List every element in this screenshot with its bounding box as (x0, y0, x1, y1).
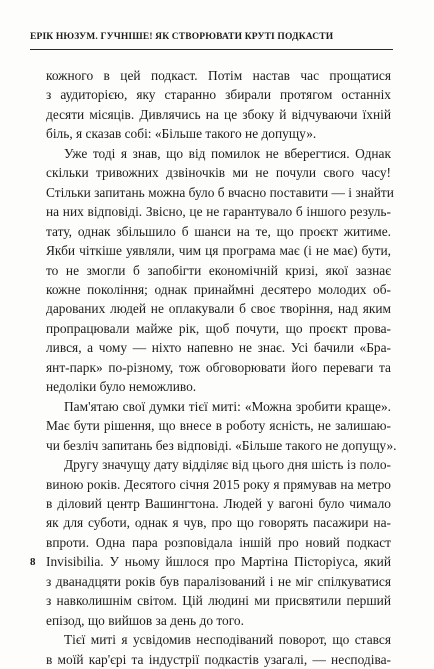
text-line: на них відповіді. Звісно, це не гарантувало б іншого резуль- (46, 204, 391, 220)
text-line: з аудиторією, яку старанно збирали протягом останніх (46, 87, 391, 103)
text-line: кожного в цей подкаст. Потім настав час прощатися (46, 68, 391, 83)
text-line: в моїй кар'єрі та індустрії подкастів узагалі, — несподіва- (46, 651, 391, 667)
running-head: ЕРІК НЮЗУМ. ГУЧНІШЕ! ЯК СТВОРЮВАТИ КРУТІ ПОДКАСТИ (30, 32, 334, 42)
text-line: Invisibilia. У ньому йшлося про Мартіна Пісторіуса, який (46, 554, 391, 570)
text-line: Має бути рішення, що внесе в роботу ясність, не залишаю- (46, 418, 391, 434)
text-line: з дванадцяти років був паралізований і не міг спілкуватися (46, 573, 391, 589)
text-line: виною років. Десятого січня 2015 року я прямував на метро (46, 476, 391, 492)
text-line: лився, а чому — ніхто напевно не знає. Усі бачили «Бра- (46, 340, 391, 356)
text-line: впроти. Одна пара розповідала іншій про новий подкаст (46, 534, 391, 550)
text-line: в діловий центр Вашингтона. Людей у вагоні було чимало (46, 495, 391, 511)
text-line: десяти місяців. Дивлячись на це збоку й відчуваючи їхній (46, 106, 391, 122)
text-line: біль, я сказав собі: «Більше такого не допущу». (46, 126, 317, 142)
text-line: то не змогли б запобігти економічній кризі, якої зазнає (46, 262, 391, 278)
text-line: пропрацювали майже рік, щоб почути, що проєкт прова- (46, 320, 391, 336)
text-line: кожне покоління; однак принаймні десятеро молодих об- (46, 281, 391, 297)
text-line: Уже тоді я знав, що від помилок не вберегтися. Однак (64, 145, 391, 161)
body-text (46, 66, 397, 669)
text-line: Другу значущу дату відділяє від цього дня шість із поло- (64, 457, 391, 473)
page-number: 8 (30, 556, 36, 568)
text-line: недоліки було неможливо. (46, 379, 197, 395)
text-line: Стільки запитань можна було б вчасно поставити — і знайти (46, 184, 394, 200)
text-line: Пам'ятаю свої думки тієї миті: «Можна зробити краще». (64, 398, 391, 414)
text-line: скільки тривожних дзвіночків ми не почули свого часу! (46, 165, 391, 181)
text-line: тату, однак збільшило б шанси на те, що проєкт житиме. (46, 223, 391, 239)
text-line: як для суботи, однак я чув, про що говорять пасажири на- (46, 515, 391, 531)
text-line: з навколишнім світом. Цій людині ми присвятили перший (46, 593, 391, 609)
text-line: епізод, що вийшов за день до того. (46, 612, 244, 628)
text-line: Тієї миті я усвідомив несподіваний поворот, що стався (64, 632, 391, 648)
header-rule (30, 49, 393, 50)
text-line: дарованих людей не оплакували б своє творіння, над яким (46, 301, 391, 317)
text-line: Якби чіткіше уявляли, чим ця програма має (і не має) бути, (46, 243, 391, 259)
text-line: чи безліч запитань без відповіді. «Більше такого не допущу». (46, 437, 397, 453)
text-line: янт-парк» по-різному, тож обговорювати його переваги та (46, 359, 391, 375)
